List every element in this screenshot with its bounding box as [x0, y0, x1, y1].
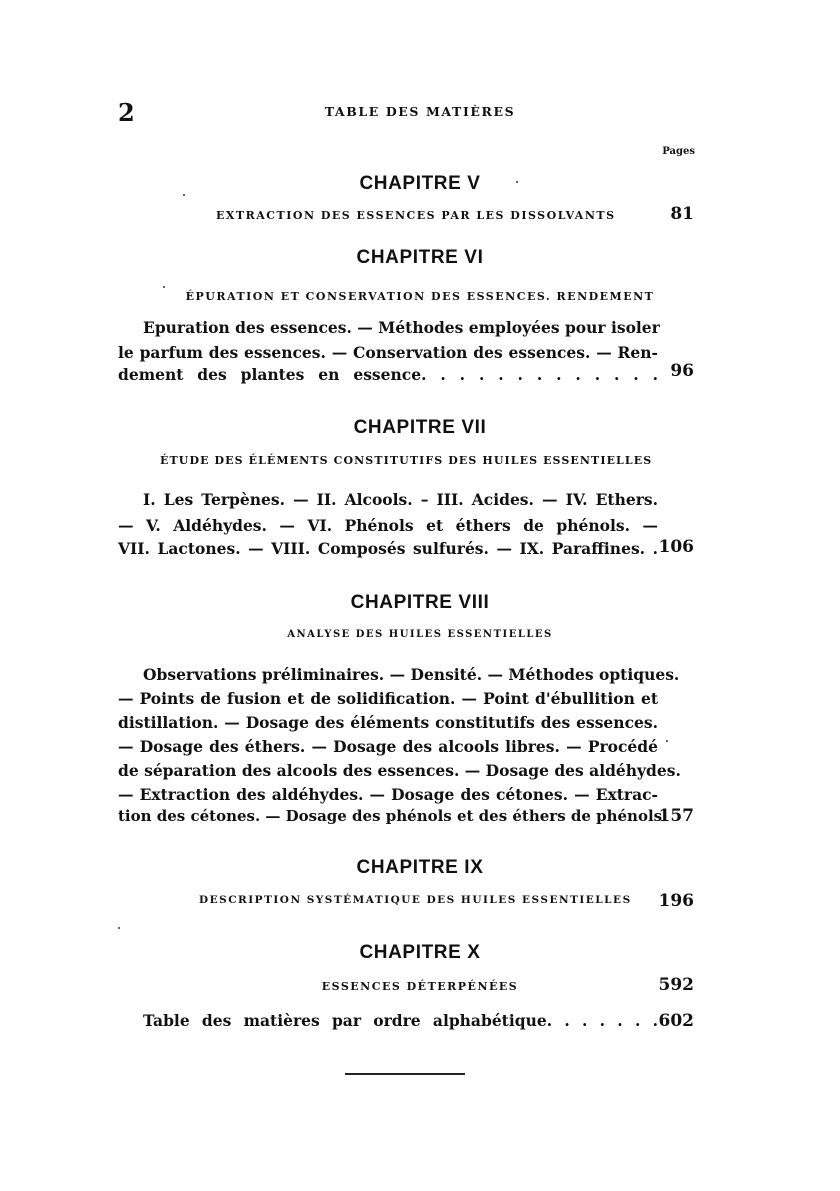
print-speck — [516, 181, 518, 183]
print-speck — [118, 927, 120, 929]
print-speck — [163, 286, 165, 288]
chapter-7-subtitle: ÉTUDE DES ÉLÉMENTS CONSTITUTIFS DES HUILES ESSENTIELLES — [160, 454, 653, 467]
chapter-8-subtitle: ANALYSE DES HUILES ESSENTIELLES — [287, 629, 553, 640]
chapter-6-line-1: Epuration des essences. — Méthodes employées pour isoler — [143, 318, 660, 337]
chapter-6-subtitle: ÉPURATION ET CONSERVATION DES ESSENCES. RENDEMENT — [185, 290, 655, 303]
chapter-5-title: CHAPITRE V — [359, 173, 481, 194]
print-speck — [183, 194, 185, 196]
chapter-7-page: 106 — [658, 537, 694, 557]
chapter-8-line-5: de séparation des alcools des essences. — Dosage des aldéhydes. — [118, 761, 681, 780]
chapter-8-line-4: — Dosage des éthers. — Dosage des alcools libres. — Procédé — [118, 737, 658, 756]
pages-column-label: Pages — [662, 146, 695, 157]
chapter-6-title: CHAPITRE VI — [356, 247, 484, 268]
chapter-10-subtitle: ESSENCES DÉTERPÉNÉES — [321, 980, 519, 993]
chapter-8-line-7: tion des cétones. — Dosage des phénols et des éthers de phénols. — [118, 807, 668, 825]
chapter-8-line-1: Observations préliminaires. — Densité. — Méthodes optiques. — [143, 665, 680, 684]
chapter-8-line-2: — Points de fusion et de solidification. — Point d'ébullition et — [118, 689, 658, 708]
chapter-9-page: 196 — [658, 891, 694, 911]
chapter-8-line-3: distillation. — Dosage des éléments constitutifs des essences. — [118, 713, 658, 732]
chapter-6-page: 96 — [670, 361, 694, 381]
chapter-7-line-1: I. Les Terpènes. — II. Alcools. – III. Acides. — IV. Ethers. — [143, 490, 658, 509]
chapter-8-line-6: — Extraction des aldéhydes. — Dosage des cétones. — Extrac- — [118, 785, 658, 804]
alphabetical-table-entry: Table des matières par ordre alphabétique. . . . . . . — [143, 1011, 658, 1030]
chapter-6-line-2: le parfum des essences. — Conservation des essences. — Ren- — [118, 343, 658, 362]
chapter-9-subtitle: DESCRIPTION SYSTÉMATIQUE DES HUILES ESSENTIELLES — [199, 894, 632, 906]
chapter-6-line-3: dement des plantes en essence. . . . . . . . . . . . . — [118, 365, 658, 384]
print-speck — [666, 740, 668, 742]
chapter-5-subtitle: EXTRACTION DES ESSENCES PAR LES DISSOLVANTS — [216, 209, 616, 222]
chapter-7-line-2: — V. Aldéhydes. — VI. Phénols et éthers de phénols. — — [118, 516, 658, 535]
page-number: 2 — [118, 98, 135, 127]
chapter-7-title: CHAPITRE VII — [353, 417, 487, 438]
alphabetical-table-page: 602 — [658, 1011, 694, 1031]
chapter-10-page: 592 — [658, 975, 694, 995]
chapter-8-title: CHAPITRE VIII — [350, 592, 490, 613]
closing-rule — [345, 1073, 465, 1075]
chapter-8-page: 157 — [658, 806, 694, 826]
chapter-7-line-3: VII. Lactones. — VIII. Composés sulfurés. — IX. Paraffines. . — [118, 539, 658, 558]
chapter-10-title: CHAPITRE X — [359, 942, 481, 963]
chapter-5-page: 81 — [670, 204, 694, 224]
running-title: TABLE DES MATIÈRES — [324, 104, 516, 119]
chapter-9-title: CHAPITRE IX — [356, 857, 484, 878]
